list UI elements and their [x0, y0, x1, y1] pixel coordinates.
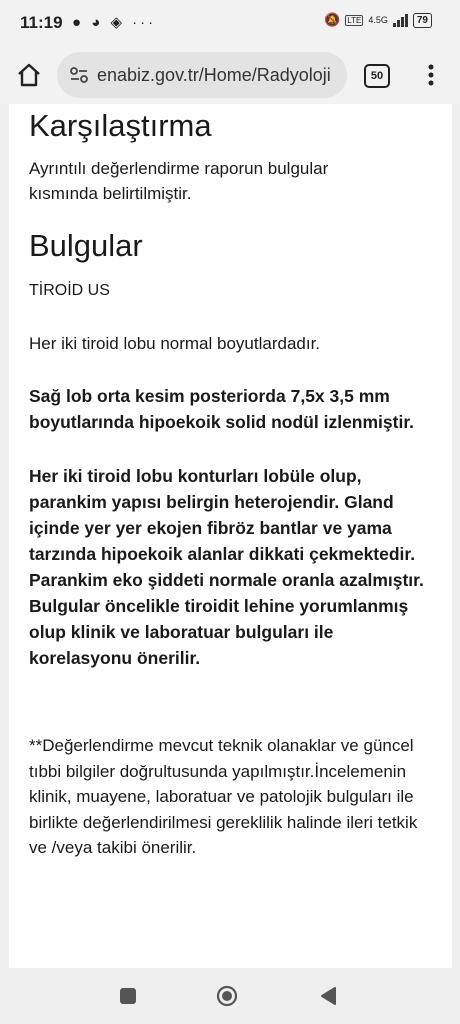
disclaimer-text: **Değerlendirme mevcut teknik olanaklar ve güncel tıbbi bilgiler doğrultusunda yapılmıştır.İncelemenin klinik, muayene, laboratuar ve patolojik bulguları ile birlikte değerlendirilmesi gereklilik halinde ileri tetkik ve /veya takibi önerilir.	[29, 736, 418, 857]
findings-heading: Bulgular	[29, 228, 143, 263]
mute-icon: 🔕	[324, 12, 341, 27]
more-vert-icon[interactable]	[421, 62, 441, 88]
finding-2: Sağ lob orta kesim posteriorda 7,5x 3,5 mm boyutlarında hipoekoik solid nodül izlenmiştir.	[29, 386, 415, 432]
notification-icons: ● ◕ ◈ ···	[72, 14, 157, 31]
finding-1: Her iki tiroid lobu normal boyutlardadır.	[29, 334, 321, 353]
square-icon[interactable]	[120, 988, 136, 1004]
volte-icon: LTE	[347, 15, 362, 25]
system-navbar	[0, 968, 460, 1024]
status-time: 11:19	[20, 13, 63, 32]
report-content	[29, 104, 429, 861]
comparison-heading: Karşılaştırma	[29, 108, 212, 143]
address-bar[interactable]	[57, 52, 347, 98]
signal-icon	[393, 13, 408, 27]
status-right-group	[324, 12, 432, 28]
triangle-icon[interactable]	[319, 986, 337, 1006]
battery-icon: 79	[413, 13, 432, 28]
tune-icon[interactable]	[69, 65, 89, 85]
exam-title: TİROİD US	[29, 282, 110, 299]
circle-icon[interactable]	[216, 985, 238, 1007]
home-icon[interactable]	[16, 62, 42, 88]
status-bar	[0, 0, 460, 46]
report-page	[9, 104, 452, 968]
network-type: 4.5G	[368, 15, 388, 25]
finding-3: Her iki tiroid lobu konturları lobüle olup, parankim yapısı belirgin heterojendir. Gland içinde yer yer ekojen fibröz bantlar ve yama tarzında hipoekoik alanlar dikkati çekmektedir. Parankim eko şiddeti normale oranla azalmıştır. Bulgular öncelikle tiroidit lehine yorumlanmış olup klinik ve laboratuar bulguları ile korelasyonu önerilir.	[29, 466, 424, 668]
browser-toolbar	[0, 46, 460, 104]
tab-switcher-button[interactable]: 50	[364, 64, 390, 88]
comparison-text: Ayrıntılı değerlendirme raporun bulgular kısmında belirtilmiştir.	[29, 159, 329, 203]
url-text[interactable]: enabiz.gov.tr/Home/Radyoloji	[97, 64, 331, 85]
